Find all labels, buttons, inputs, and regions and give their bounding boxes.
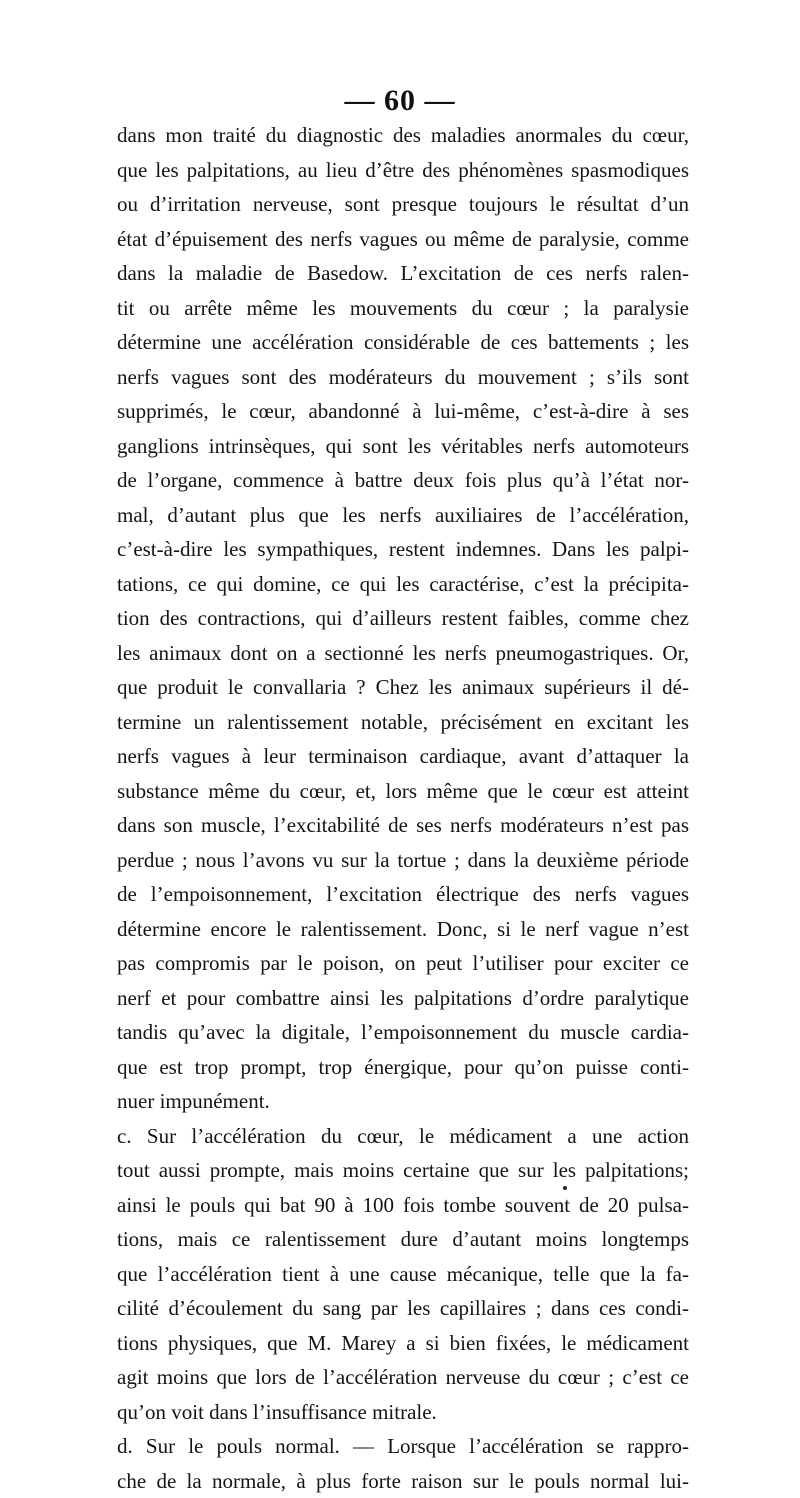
- text-line: qu’on voit dans l’insuffisance mitrale.: [117, 1395, 689, 1430]
- text-line: état d’épuisement des nerfs vagues ou même de paralysie, comme: [117, 222, 689, 257]
- text-line: cilité d’écoulement du sang par les capillaires ; dans ces condi-: [117, 1291, 689, 1326]
- text-line: tions physiques, que M. Marey a si bien fixées, le médicament: [117, 1326, 689, 1361]
- text-line: tions, mais ce ralentissement dure d’autant moins longtemps: [117, 1222, 689, 1257]
- text-line: nuer impunément.: [117, 1084, 689, 1119]
- text-line: termine un ralentissement notable, précisément en excitant les: [117, 705, 689, 740]
- text-line: les animaux dont on a sectionné les nerfs pneumogastriques. Or,: [117, 636, 689, 671]
- ink-speck: [563, 1186, 567, 1190]
- text-line: ainsi le pouls qui bat 90 à 100 fois tombe souvent de 20 pulsa-: [117, 1188, 689, 1223]
- text-line: perdue ; nous l’avons vu sur la tortue ; dans la deuxième période: [117, 843, 689, 878]
- text-line: tout aussi prompte, mais moins certaine que sur les palpitations;: [117, 1153, 689, 1188]
- text-line: supprimés, le cœur, abandonné à lui-même, c’est-à-dire à ses: [117, 394, 689, 429]
- text-line: tit ou arrête même les mouvements du cœur ; la paralysie: [117, 291, 689, 326]
- text-line: nerfs vagues à leur terminaison cardiaque, avant d’attaquer la: [117, 739, 689, 774]
- text-line: détermine encore le ralentissement. Donc, si le nerf vague n’est: [117, 912, 689, 947]
- text-line: que l’accélération tient à une cause mécanique, telle que la fa-: [117, 1257, 689, 1292]
- text-line: tandis qu’avec la digitale, l’empoisonnement du muscle cardia-: [117, 1015, 689, 1050]
- text-line: c’est-à-dire les sympathiques, restent indemnes. Dans les palpi-: [117, 532, 689, 567]
- text-line: de l’empoisonnement, l’excitation électrique des nerfs vagues: [117, 877, 689, 912]
- text-line: que est trop prompt, trop énergique, pour qu’on puisse conti-: [117, 1050, 689, 1085]
- text-line: nerfs vagues sont des modérateurs du mouvement ; s’ils sont: [117, 360, 689, 395]
- text-line: que produit le convallaria ? Chez les animaux supérieurs il dé-: [117, 670, 689, 705]
- text-line: ganglions intrinsèques, qui sont les véritables nerfs automoteurs: [117, 429, 689, 464]
- text-line: détermine une accélération considérable de ces battements ; les: [117, 325, 689, 360]
- text-line: ou d’irritation nerveuse, sont presque toujours le résultat d’un: [117, 187, 689, 222]
- text-line: c. Sur l’accélération du cœur, le médicament a une action: [117, 1119, 689, 1154]
- text-line: dans mon traité du diagnostic des maladies anormales du cœur,: [117, 118, 689, 153]
- text-line: tations, ce qui domine, ce qui les caractérise, c’est la précipita-: [117, 567, 689, 602]
- page-number: — 60 —: [0, 84, 800, 118]
- text-line: mal, d’autant plus que les nerfs auxiliaires de l’accélération,: [117, 498, 689, 533]
- text-line: de l’organe, commence à battre deux fois plus qu’à l’état nor-: [117, 463, 689, 498]
- text-line: que les palpitations, au lieu d’être des phénomènes spasmodiques: [117, 153, 689, 188]
- text-line: tion des contractions, qui d’ailleurs restent faibles, comme chez: [117, 601, 689, 636]
- text-line: nerf et pour combattre ainsi les palpitations d’ordre paralytique: [117, 981, 689, 1016]
- text-line: dans son muscle, l’excitabilité de ses nerfs modérateurs n’est pas: [117, 808, 689, 843]
- text-line: pas compromis par le poison, on peut l’utiliser pour exciter ce: [117, 946, 689, 981]
- text-line: substance même du cœur, et, lors même que le cœur est atteint: [117, 774, 689, 809]
- text-line: agit moins que lors de l’accélération nerveuse du cœur ; c’est ce: [117, 1360, 689, 1395]
- text-line: dans la maladie de Basedow. L’excitation de ces nerfs ralen-: [117, 256, 689, 291]
- text-line: che de la normale, à plus forte raison sur le pouls normal lui-: [117, 1464, 689, 1498]
- text-line: d. Sur le pouls normal. — Lorsque l’accélération se rappro-: [117, 1429, 689, 1464]
- body-text: [117, 118, 689, 1498]
